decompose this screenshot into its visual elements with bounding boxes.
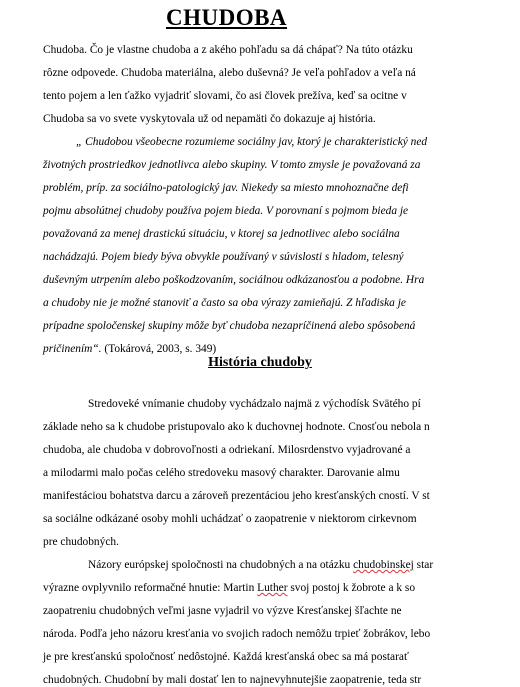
history-line: manifestáciou bohatstva darcu a zároveň prezentáciou jeho kresťanských cností. V st [43,490,430,502]
history-line: a milodarmi malo počas celého stredoveku masový charakter. Darovanie almu [43,467,400,479]
quote-end-text: pričinením“. [43,343,102,355]
document-title: CHUDOBA [165,5,288,30]
line-text: výrazne ovplyvnilo reformačné hnutie: Martin [43,582,258,594]
intro-line: rôzne odpovede. Chudoba materiálna, alebo duševná? Je veľa pohľadov a veľa ná [43,67,416,79]
reformation-line: zaopatreniu chudobných veľmi jasne vyjadril vo výzve Kresťanskej šľachte ne [43,605,402,617]
section-title: História chudoby [208,355,312,370]
intro-line: Chudoba sa vo svete vyskytovala už od nepamäti čo dokazuje aj história. [43,113,376,125]
quote-line: „ Chudobou všeobecne rozumieme sociálny jav, ktorý je charakteristický ned [76,136,428,148]
reformation-line: je pre kresťanskú spoločnosť nedôstojné. Každá kresťanská obec sa má postarať [43,651,409,663]
reformation-line: národa. Podľa jeho názoru kresťania vo svojich radoch nemôžu trpieť žobrákov, lebo [43,628,431,640]
reformation-line [43,581,415,595]
quote-line: životných prostriedkov jednotlivca alebo skupiny. V tomto zmysle je považovaná za [43,159,421,171]
quote-line: nachádzajú. Pojem biedy býva obvykle používaný v súvislosti s hladom, telesný [43,251,404,263]
history-line: sa sociálne odkázané osoby mohli uchádzať o zaopatrenie v niektorom cirkevnom [43,513,417,525]
history-line: pre chudobných. [43,536,119,548]
quote-line: duševným utrpením alebo poškodzovaním, sociálnou odkázanosťou a podobne. Hra [43,274,425,286]
intro-line: tento pojem a len ťažko vyjadriť slovami, čo asi človek prežíva, keď sa ocitne v [43,90,407,102]
spellcheck-word[interactable]: chudobinskej [353,559,414,571]
history-line: základe neho sa k chudobe pristupovalo ako k duchovnej hodnote. Cnosťou nebola n [43,421,430,433]
quote-line: pojmu absolútnej chudoby používa pojem bieda. V porovnaní s pojmom bieda je [43,205,409,217]
line-text: Názory európskej spoločnosti na chudobných a na otázku [88,559,354,571]
line-text: star [413,559,434,571]
quote-line: prípadne spoločenskej skupiny môže byť chudoba nezapríčinená alebo spôsobená [43,320,416,332]
citation: (Tokárová, 2003, s. 349) [101,343,217,355]
reformation-line [88,558,433,572]
spellcheck-word[interactable]: Luther [257,582,288,594]
quote-line: považovaná za menej drastickú situáciu, v ktorej sa jednotlivec alebo sociálna [43,228,400,240]
quote-line: a chudoby nie je možné stanoviť a často sa oba výrazy zamieňajú. Z hľadiska je [43,297,406,309]
history-line: Stredoveké vnímanie chudoby vychádzalo najmä z východísk Svätého pí [88,398,421,410]
intro-line: Chudoba. Čo je vlastne chudoba a z akého pohľadu sa dá chápať? Na túto otázku [43,44,413,56]
reformation-line: chudobných. Chudobní by mali dostať len to najnevyhnutejšie zaopatrenie, teda str [43,674,422,686]
history-line: chudoba, ale chudoba v dobrovoľnosti a odriekaní. Milosrdenstvo vyjadrované a [43,444,411,456]
line-text: svoj postoj k žobrote a k so [287,582,416,594]
quote-line: problém, príp. za sociálno-patologický jav. Niekedy sa miesto mnohoznačne defi [43,182,409,194]
